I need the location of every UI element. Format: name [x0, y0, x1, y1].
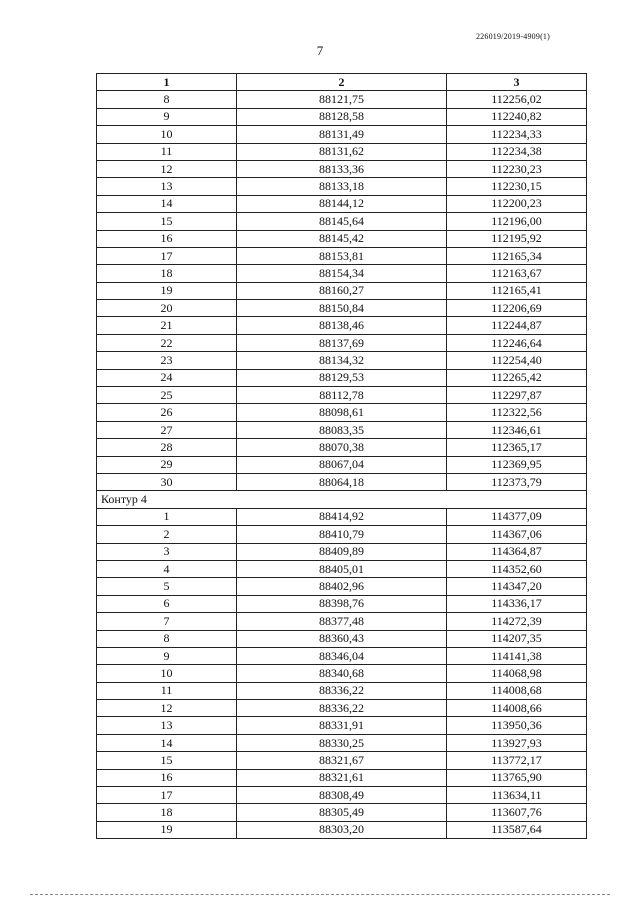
y-coordinate-cell: 114068,98	[447, 665, 587, 682]
y-coordinate-cell: 112206,69	[447, 300, 587, 317]
point-number-cell: 15	[97, 752, 237, 769]
x-coordinate-cell: 88154,34	[237, 265, 447, 282]
y-coordinate-cell: 112196,00	[447, 213, 587, 230]
y-coordinate-cell: 114352,60	[447, 560, 587, 577]
point-number-cell: 14	[97, 734, 237, 751]
point-number-cell: 2	[97, 526, 237, 543]
x-coordinate-cell: 88153,81	[237, 247, 447, 264]
table-row	[97, 473, 587, 490]
point-number-cell: 9	[97, 647, 237, 664]
point-number-cell: 18	[97, 265, 237, 282]
y-coordinate-cell: 112322,56	[447, 404, 587, 421]
x-coordinate-cell: 88145,42	[237, 230, 447, 247]
y-coordinate-cell: 112346,61	[447, 421, 587, 438]
point-number-cell: 17	[97, 247, 237, 264]
y-coordinate-cell: 112365,17	[447, 439, 587, 456]
table-row	[97, 647, 587, 664]
table-body	[97, 91, 587, 839]
point-number-cell: 13	[97, 717, 237, 734]
y-coordinate-cell: 112254,40	[447, 352, 587, 369]
point-number-cell: 18	[97, 804, 237, 821]
table-row	[97, 717, 587, 734]
y-coordinate-cell: 113772,17	[447, 752, 587, 769]
table-row	[97, 630, 587, 647]
table-row	[97, 213, 587, 230]
table-row	[97, 247, 587, 264]
x-coordinate-cell: 88137,69	[237, 334, 447, 351]
point-number-cell: 19	[97, 282, 237, 299]
x-coordinate-cell: 88145,64	[237, 213, 447, 230]
x-coordinate-cell: 88150,84	[237, 300, 447, 317]
x-coordinate-cell: 88321,67	[237, 752, 447, 769]
point-number-cell: 11	[97, 682, 237, 699]
point-number-cell: 11	[97, 143, 237, 160]
coordinates-table	[96, 73, 587, 839]
x-coordinate-cell: 88398,76	[237, 595, 447, 612]
x-coordinate-cell: 88405,01	[237, 560, 447, 577]
x-coordinate-cell: 88133,36	[237, 160, 447, 177]
point-number-cell: 10	[97, 126, 237, 143]
point-number-cell: 6	[97, 595, 237, 612]
y-coordinate-cell: 112256,02	[447, 91, 587, 108]
x-coordinate-cell: 88360,43	[237, 630, 447, 647]
y-coordinate-cell: 114272,39	[447, 613, 587, 630]
x-coordinate-cell: 88336,22	[237, 700, 447, 717]
y-coordinate-cell: 114141,38	[447, 647, 587, 664]
x-coordinate-cell: 88410,79	[237, 526, 447, 543]
y-coordinate-cell: 114336,17	[447, 595, 587, 612]
table-row	[97, 578, 587, 595]
table-row	[97, 126, 587, 143]
column-header-y: 3	[447, 74, 587, 91]
point-number-cell: 3	[97, 543, 237, 560]
point-number-cell: 7	[97, 613, 237, 630]
table-row	[97, 752, 587, 769]
table-row	[97, 734, 587, 751]
y-coordinate-cell: 112165,34	[447, 247, 587, 264]
point-number-cell: 16	[97, 230, 237, 247]
y-coordinate-cell: 112246,64	[447, 334, 587, 351]
y-coordinate-cell: 113765,90	[447, 769, 587, 786]
table-row	[97, 178, 587, 195]
x-coordinate-cell: 88305,49	[237, 804, 447, 821]
x-coordinate-cell: 88067,04	[237, 456, 447, 473]
table-section-row	[97, 491, 587, 508]
table-row	[97, 456, 587, 473]
point-number-cell: 23	[97, 352, 237, 369]
table-row	[97, 613, 587, 630]
point-number-cell: 17	[97, 787, 237, 804]
point-number-cell: 14	[97, 195, 237, 212]
x-coordinate-cell: 88409,89	[237, 543, 447, 560]
table-row	[97, 526, 587, 543]
y-coordinate-cell: 112230,15	[447, 178, 587, 195]
y-coordinate-cell: 112244,87	[447, 317, 587, 334]
y-coordinate-cell: 114377,09	[447, 508, 587, 525]
table-row	[97, 143, 587, 160]
point-number-cell: 15	[97, 213, 237, 230]
table-row	[97, 91, 587, 108]
table-row	[97, 160, 587, 177]
x-coordinate-cell: 88129,53	[237, 369, 447, 386]
x-coordinate-cell: 88083,35	[237, 421, 447, 438]
y-coordinate-cell: 113587,64	[447, 821, 587, 838]
point-number-cell: 20	[97, 300, 237, 317]
point-number-cell: 24	[97, 369, 237, 386]
x-coordinate-cell: 88321,61	[237, 769, 447, 786]
y-coordinate-cell: 112200,23	[447, 195, 587, 212]
x-coordinate-cell: 88144,12	[237, 195, 447, 212]
table-row	[97, 369, 587, 386]
x-coordinate-cell: 88340,68	[237, 665, 447, 682]
point-number-cell: 13	[97, 178, 237, 195]
table-row	[97, 195, 587, 212]
x-coordinate-cell: 88346,04	[237, 647, 447, 664]
x-coordinate-cell: 88308,49	[237, 787, 447, 804]
x-coordinate-cell: 88303,20	[237, 821, 447, 838]
y-coordinate-cell: 114008,66	[447, 700, 587, 717]
table-row	[97, 421, 587, 438]
x-coordinate-cell: 88331,91	[237, 717, 447, 734]
table-row	[97, 560, 587, 577]
y-coordinate-cell: 112373,79	[447, 473, 587, 490]
y-coordinate-cell: 114364,87	[447, 543, 587, 560]
y-coordinate-cell: 112195,92	[447, 230, 587, 247]
x-coordinate-cell: 88336,22	[237, 682, 447, 699]
x-coordinate-cell: 88330,25	[237, 734, 447, 751]
table-row	[97, 665, 587, 682]
table-row	[97, 300, 587, 317]
table-row	[97, 439, 587, 456]
x-coordinate-cell: 88160,27	[237, 282, 447, 299]
table-row	[97, 595, 587, 612]
y-coordinate-cell: 112163,67	[447, 265, 587, 282]
table-row	[97, 508, 587, 525]
table-row	[97, 682, 587, 699]
x-coordinate-cell: 88064,18	[237, 473, 447, 490]
x-coordinate-cell: 88112,78	[237, 387, 447, 404]
y-coordinate-cell: 112165,41	[447, 282, 587, 299]
table-row	[97, 769, 587, 786]
table-row	[97, 108, 587, 125]
x-coordinate-cell: 88131,62	[237, 143, 447, 160]
point-number-cell: 29	[97, 456, 237, 473]
x-coordinate-cell: 88121,75	[237, 91, 447, 108]
point-number-cell: 8	[97, 630, 237, 647]
x-coordinate-cell: 88414,92	[237, 508, 447, 525]
section-label: Контур 4	[97, 491, 587, 508]
y-coordinate-cell: 112230,23	[447, 160, 587, 177]
x-coordinate-cell: 88128,58	[237, 108, 447, 125]
x-coordinate-cell: 88098,61	[237, 404, 447, 421]
point-number-cell: 27	[97, 421, 237, 438]
point-number-cell: 19	[97, 821, 237, 838]
point-number-cell: 5	[97, 578, 237, 595]
y-coordinate-cell: 112369,95	[447, 456, 587, 473]
table-row	[97, 387, 587, 404]
y-coordinate-cell: 114207,35	[447, 630, 587, 647]
point-number-cell: 30	[97, 473, 237, 490]
table-row	[97, 821, 587, 838]
column-header-x: 2	[237, 74, 447, 91]
y-coordinate-cell: 113927,93	[447, 734, 587, 751]
y-coordinate-cell: 114347,20	[447, 578, 587, 595]
point-number-cell: 22	[97, 334, 237, 351]
y-coordinate-cell: 114008,68	[447, 682, 587, 699]
y-coordinate-cell: 113950,36	[447, 717, 587, 734]
table-row	[97, 804, 587, 821]
x-coordinate-cell: 88070,38	[237, 439, 447, 456]
x-coordinate-cell: 88133,18	[237, 178, 447, 195]
point-number-cell: 28	[97, 439, 237, 456]
point-number-cell: 12	[97, 160, 237, 177]
table-row	[97, 282, 587, 299]
x-coordinate-cell: 88402,96	[237, 578, 447, 595]
point-number-cell: 8	[97, 91, 237, 108]
y-coordinate-cell: 112240,82	[447, 108, 587, 125]
page-number: 7	[316, 43, 324, 58]
y-coordinate-cell: 112297,87	[447, 387, 587, 404]
point-number-cell: 4	[97, 560, 237, 577]
table-row	[97, 317, 587, 334]
point-number-cell: 9	[97, 108, 237, 125]
table-row	[97, 404, 587, 421]
table-row	[97, 265, 587, 282]
table-row	[97, 543, 587, 560]
document-id: 226019/2019-4909(1)	[475, 32, 550, 41]
table-row	[97, 700, 587, 717]
y-coordinate-cell: 112234,33	[447, 126, 587, 143]
column-header-point: 1	[97, 74, 237, 91]
table-row	[97, 230, 587, 247]
y-coordinate-cell: 112234,38	[447, 143, 587, 160]
y-coordinate-cell: 114367,06	[447, 526, 587, 543]
footer-scan-line	[30, 894, 610, 895]
point-number-cell: 12	[97, 700, 237, 717]
point-number-cell: 25	[97, 387, 237, 404]
y-coordinate-cell: 113634,11	[447, 787, 587, 804]
x-coordinate-cell: 88377,48	[237, 613, 447, 630]
point-number-cell: 10	[97, 665, 237, 682]
point-number-cell: 26	[97, 404, 237, 421]
table-row	[97, 334, 587, 351]
y-coordinate-cell: 113607,76	[447, 804, 587, 821]
table-row	[97, 352, 587, 369]
x-coordinate-cell: 88138,46	[237, 317, 447, 334]
table-row	[97, 787, 587, 804]
table-header-row	[97, 74, 587, 91]
point-number-cell: 1	[97, 508, 237, 525]
y-coordinate-cell: 112265,42	[447, 369, 587, 386]
point-number-cell: 21	[97, 317, 237, 334]
x-coordinate-cell: 88134,32	[237, 352, 447, 369]
x-coordinate-cell: 88131,49	[237, 126, 447, 143]
point-number-cell: 16	[97, 769, 237, 786]
